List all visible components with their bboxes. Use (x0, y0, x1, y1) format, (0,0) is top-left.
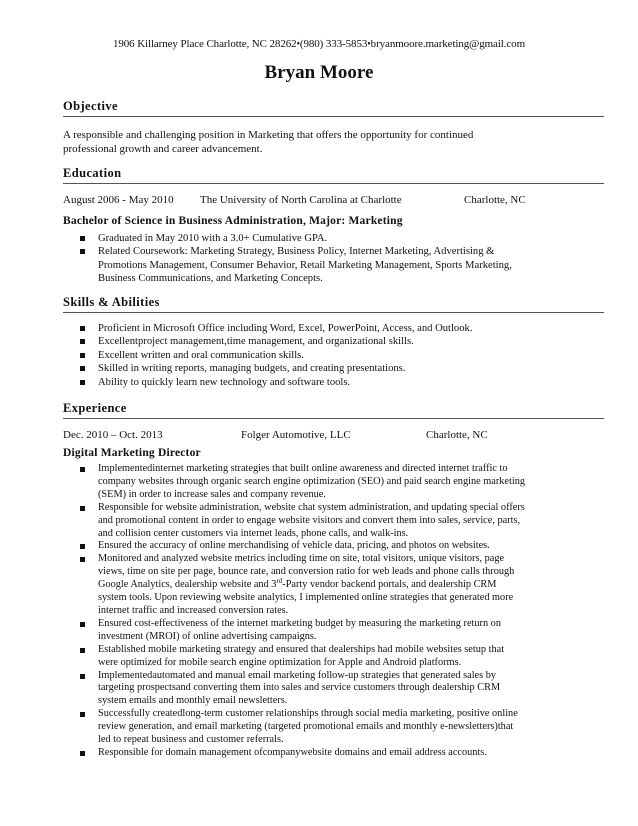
contact-line (0, 38, 638, 50)
skills-heading: Skills & Abilities (63, 295, 604, 313)
list-item: Established mobile marketing strategy and ensured that dealerships had mobile websites setup that were optimized for mobile search engine optimization for Apple and Android platforms. (80, 644, 525, 670)
list-item: Implementedautomated and manual email marketing follow-up strategies that generated sales by targeting prospectsand converting them into sales and service customers through dealership CRM system emails and monthly email newsletters. (80, 670, 525, 709)
objective-heading: Objective (63, 99, 604, 117)
experience-bullet-list (80, 463, 525, 760)
contact-email[interactable]: bryanmoore.marketing@gmail.com (370, 38, 526, 50)
education-degree: Bachelor of Science in Business Administration, Major: Marketing (63, 215, 403, 227)
experience-dates: Dec. 2010 – Oct. 2013 (63, 429, 163, 441)
list-item: Ability to quickly learn new technology and software tools. (80, 376, 520, 389)
list-item: Successfully createdlong-term customer relationships through social media marketing, positive online review generation, and email marketing (targeted promotional emails and monthly e-newsletters)that led to repeat business and customer referrals. (80, 708, 525, 747)
list-item (80, 553, 525, 618)
ordinal-suffix: rd (276, 577, 283, 586)
contact-separator: • (296, 39, 300, 50)
candidate-name: Bryan Moore (264, 62, 374, 83)
list-item: Responsible for website administration, website chat system administration, and updating special offers and promotional content in order to engage website visitors and convert them into sales, service, parts, and collision center customers via internet leads, phone calls, and walk-ins. (80, 502, 525, 541)
list-item: Graduated in May 2010 with a 3.0+ Cumulative GPA. (80, 232, 520, 245)
bullet-text-continued: -Party vendor backend portals, and dealership CRM system tools. Upon reviewing website analytics, I implemented online strategies that generated more internet traffic and increased conversion rates. (98, 579, 514, 616)
objective-text: A responsible and challenging position in Marketing that offers the opportunity for continued professional growth and career advancement. (63, 129, 474, 155)
list-item: Responsible for domain management ofcompanywebsite domains and email address accounts. (80, 747, 525, 760)
experience-location: Charlotte, NC (426, 429, 488, 441)
education-school: The University of North Carolina at Charlotte (200, 194, 402, 206)
experience-company: Folger Automotive, LLC (241, 429, 351, 441)
list-item: Excellent written and oral communication skills. (80, 349, 520, 362)
list-item: Ensured the accuracy of online merchandising of vehicle data, pricing, and photos on websites. (80, 540, 525, 553)
list-item: Skilled in writing reports, managing budgets, and creating presentations. (80, 362, 520, 375)
list-item: Ensured cost-effectiveness of the internet marketing budget by measuring the marketing return on investment (MROI) of online advertising campaigns. (80, 618, 525, 644)
education-location: Charlotte, NC (464, 194, 526, 206)
bullet-text: Monitored and analyzed website metrics including time on site, total visitors, unique visitors, page views, time on site per page, bounce rate, and conversion ratio for web leads and phone calls through Google Analytics, dealership website and 3 (98, 553, 515, 591)
contact-address: 1906 Killarney Place Charlotte, NC 28262 (112, 38, 297, 50)
education-dates: August 2006 - May 2010 (63, 194, 174, 206)
skills-bullet-list (80, 322, 520, 389)
contact-phone: (980) 333-5853 (299, 38, 368, 50)
education-bullet-list (80, 232, 520, 286)
experience-heading: Experience (63, 401, 604, 419)
list-item: Excellentproject management,time management, and organizational skills. (80, 335, 520, 348)
experience-row (63, 429, 604, 443)
list-item: Related Coursework: Marketing Strategy, Business Policy, Internet Marketing, Advertising & Promotions Management, Consumer Behavior, Retail Marketing Management, Sports Marketing, Business Communications, and Marketing Concepts. (80, 245, 520, 285)
list-item: Implementedinternet marketing strategies that built online awareness and directed internet traffic to company websites through organic search engine optimization (SEO) and paid search engine marketing (SEM) in order to increase sales and company revenue. (80, 463, 525, 502)
contact-separator: • (367, 39, 371, 50)
education-heading: Education (63, 166, 604, 184)
education-row (63, 194, 604, 208)
experience-job-title: Digital Marketing Director (63, 447, 201, 459)
list-item: Proficient in Microsoft Office including Word, Excel, PowerPoint, Access, and Outlook. (80, 322, 520, 335)
